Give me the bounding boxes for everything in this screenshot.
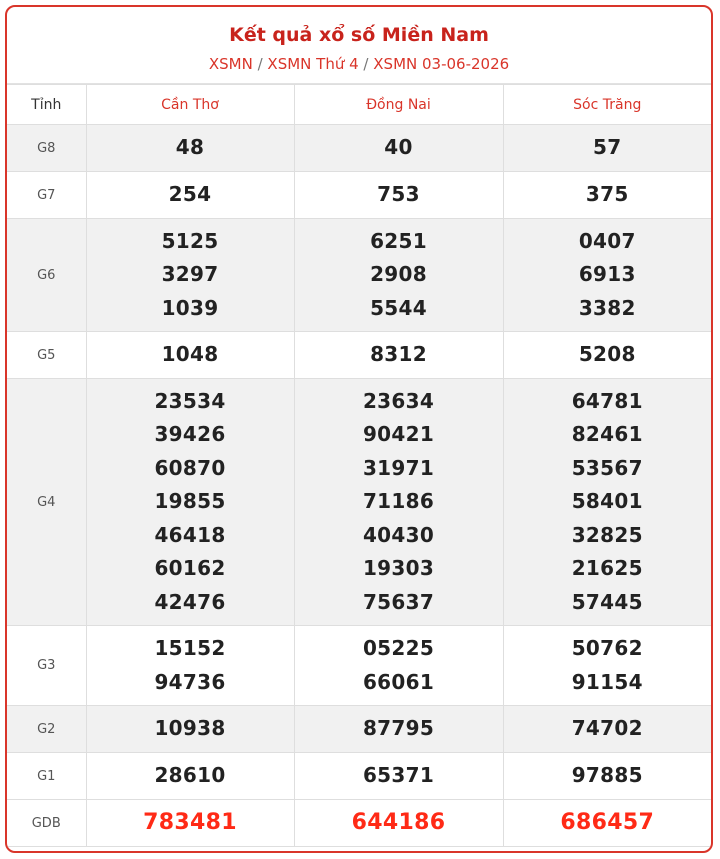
prize-number: 28610 bbox=[154, 763, 226, 788]
prize-number: 65371 bbox=[362, 763, 435, 788]
results-header bbox=[7, 7, 711, 84]
prize-cell bbox=[294, 626, 503, 706]
prize-number-list bbox=[504, 632, 712, 699]
prize-label: G6 bbox=[7, 219, 86, 332]
column-header-province-label: Tỉnh bbox=[7, 85, 86, 125]
prize-number: 40 bbox=[384, 135, 413, 160]
prize-number-list bbox=[295, 632, 503, 699]
table-row bbox=[7, 379, 711, 626]
prize-number-list bbox=[295, 385, 503, 619]
prize-number: 5125 bbox=[161, 228, 219, 253]
prize-number-list bbox=[87, 131, 294, 164]
prize-cell bbox=[86, 172, 294, 219]
prize-number-list bbox=[295, 338, 503, 371]
prize-number-list bbox=[87, 632, 294, 699]
prize-number: 19855 bbox=[154, 489, 226, 514]
prize-number: 82461 bbox=[571, 422, 643, 447]
prize-number: 5208 bbox=[578, 342, 636, 367]
prize-number: 74702 bbox=[571, 716, 643, 741]
prize-number: 5544 bbox=[370, 295, 427, 320]
prize-number-list bbox=[87, 385, 294, 619]
prize-cell bbox=[294, 332, 503, 379]
prize-label: G2 bbox=[7, 706, 86, 753]
prize-number: 39426 bbox=[154, 422, 226, 447]
prize-number: 3297 bbox=[161, 262, 219, 287]
prize-cell bbox=[294, 753, 503, 800]
table-row bbox=[7, 800, 711, 847]
prize-cell bbox=[294, 800, 503, 847]
prize-number: 48 bbox=[175, 135, 205, 160]
prize-cell bbox=[503, 332, 711, 379]
prize-number: 1039 bbox=[161, 295, 219, 320]
prize-number: 23634 bbox=[362, 389, 435, 414]
prize-label: GDB bbox=[7, 800, 86, 847]
column-header-soc-trang[interactable]: Sóc Trăng bbox=[503, 85, 711, 125]
prize-number: 05225 bbox=[362, 636, 435, 661]
prize-cell bbox=[86, 706, 294, 753]
prize-number: 1048 bbox=[161, 342, 219, 367]
prize-cell bbox=[294, 125, 503, 172]
prize-number: 753 bbox=[377, 182, 420, 207]
prize-number: 53567 bbox=[571, 455, 643, 480]
prize-label: G4 bbox=[7, 379, 86, 626]
prize-number: 42476 bbox=[154, 589, 226, 614]
prize-number: 90421 bbox=[362, 422, 435, 447]
prize-label: G5 bbox=[7, 332, 86, 379]
prize-number: 32825 bbox=[571, 522, 643, 547]
prize-number-list bbox=[87, 225, 294, 325]
prize-number: 46418 bbox=[154, 522, 226, 547]
prize-number: 60162 bbox=[154, 556, 226, 581]
column-header-dong-nai[interactable]: Đồng Nai bbox=[294, 85, 503, 125]
prize-cell bbox=[294, 219, 503, 332]
prize-number-list bbox=[504, 338, 712, 371]
table-row bbox=[7, 125, 711, 172]
column-header-can-tho[interactable]: Cần Thơ bbox=[86, 85, 294, 125]
prize-cell bbox=[86, 626, 294, 706]
prize-cell bbox=[503, 125, 711, 172]
prize-number-list bbox=[504, 131, 712, 164]
prize-number-list bbox=[87, 712, 294, 745]
prize-cell bbox=[503, 219, 711, 332]
prize-cell bbox=[503, 626, 711, 706]
prize-number-list bbox=[87, 806, 294, 839]
prize-number: 94736 bbox=[154, 669, 226, 694]
prize-cell bbox=[86, 800, 294, 847]
prize-number-list bbox=[504, 712, 712, 745]
prize-number: 97885 bbox=[571, 763, 643, 788]
prize-number: 254 bbox=[168, 182, 212, 207]
breadcrumb bbox=[7, 55, 711, 73]
prize-number: 19303 bbox=[362, 556, 435, 581]
prize-number-list bbox=[295, 225, 503, 325]
breadcrumb-separator: / bbox=[363, 55, 369, 73]
prize-number-list bbox=[295, 712, 503, 745]
prize-number-list bbox=[295, 759, 503, 792]
prize-cell bbox=[86, 219, 294, 332]
results-table bbox=[7, 84, 711, 847]
special-prize-number: 783481 bbox=[143, 810, 237, 836]
prize-number: 2908 bbox=[370, 262, 427, 287]
prize-cell bbox=[503, 706, 711, 753]
prize-number: 75637 bbox=[362, 589, 435, 614]
results-card bbox=[5, 5, 713, 853]
special-prize-number: 644186 bbox=[351, 810, 446, 836]
page-title: Kết quả xổ số Miền Nam bbox=[229, 24, 489, 46]
prize-number-list bbox=[295, 131, 503, 164]
breadcrumb-xsmn-weekday[interactable]: XSMN Thứ 4 bbox=[267, 55, 359, 73]
prize-number: 3382 bbox=[578, 295, 636, 320]
prize-number: 60870 bbox=[154, 455, 226, 480]
prize-number: 21625 bbox=[571, 556, 643, 581]
prize-cell bbox=[86, 379, 294, 626]
prize-number-list bbox=[87, 338, 294, 371]
prize-number-list bbox=[295, 806, 503, 839]
prize-cell bbox=[503, 172, 711, 219]
prize-cell bbox=[294, 379, 503, 626]
prize-number: 23534 bbox=[154, 389, 226, 414]
special-prize-number: 686457 bbox=[560, 810, 655, 836]
prize-number: 0407 bbox=[578, 228, 636, 253]
table-row bbox=[7, 706, 711, 753]
prize-number-list bbox=[87, 178, 294, 211]
prize-number: 91154 bbox=[571, 669, 643, 694]
prize-number: 66061 bbox=[362, 669, 435, 694]
prize-number-list bbox=[504, 225, 712, 325]
prize-cell bbox=[86, 125, 294, 172]
prize-number: 6251 bbox=[370, 228, 427, 253]
prize-number-list bbox=[504, 385, 712, 619]
prize-cell bbox=[503, 753, 711, 800]
prize-number: 10938 bbox=[154, 716, 226, 741]
prize-cell bbox=[294, 172, 503, 219]
prize-cell bbox=[294, 706, 503, 753]
prize-number-list bbox=[504, 178, 712, 211]
prize-number: 40430 bbox=[362, 522, 435, 547]
prize-cell bbox=[86, 332, 294, 379]
prize-number: 87795 bbox=[362, 716, 435, 741]
prize-number: 375 bbox=[585, 182, 629, 207]
prize-number-list bbox=[504, 759, 712, 792]
prize-label: G1 bbox=[7, 753, 86, 800]
prize-number: 8312 bbox=[370, 342, 427, 367]
prize-number: 57 bbox=[593, 135, 622, 160]
table-row bbox=[7, 626, 711, 706]
prize-number: 58401 bbox=[571, 489, 643, 514]
prize-number: 31971 bbox=[362, 455, 435, 480]
breadcrumb-xsmn[interactable]: XSMN bbox=[208, 55, 253, 73]
prize-label: G7 bbox=[7, 172, 86, 219]
prize-cell bbox=[503, 800, 711, 847]
prize-number: 57445 bbox=[571, 589, 643, 614]
table-row bbox=[7, 172, 711, 219]
prize-number-list bbox=[504, 806, 712, 839]
prize-label: G3 bbox=[7, 626, 86, 706]
prize-label: G8 bbox=[7, 125, 86, 172]
table-row bbox=[7, 219, 711, 332]
table-row bbox=[7, 332, 711, 379]
prize-number-list bbox=[87, 759, 294, 792]
prize-number: 15152 bbox=[154, 636, 226, 661]
prize-number: 50762 bbox=[571, 636, 643, 661]
table-row bbox=[7, 753, 711, 800]
prize-number: 71186 bbox=[362, 489, 435, 514]
prize-number: 64781 bbox=[571, 389, 643, 414]
results-body bbox=[7, 125, 711, 847]
prize-number-list bbox=[295, 178, 503, 211]
prize-number: 6913 bbox=[578, 262, 636, 287]
table-header-row bbox=[7, 85, 711, 125]
breadcrumb-separator: / bbox=[257, 55, 263, 73]
prize-cell bbox=[503, 379, 711, 626]
prize-cell bbox=[86, 753, 294, 800]
breadcrumb-xsmn-date[interactable]: XSMN 03-06-2026 bbox=[373, 55, 510, 73]
